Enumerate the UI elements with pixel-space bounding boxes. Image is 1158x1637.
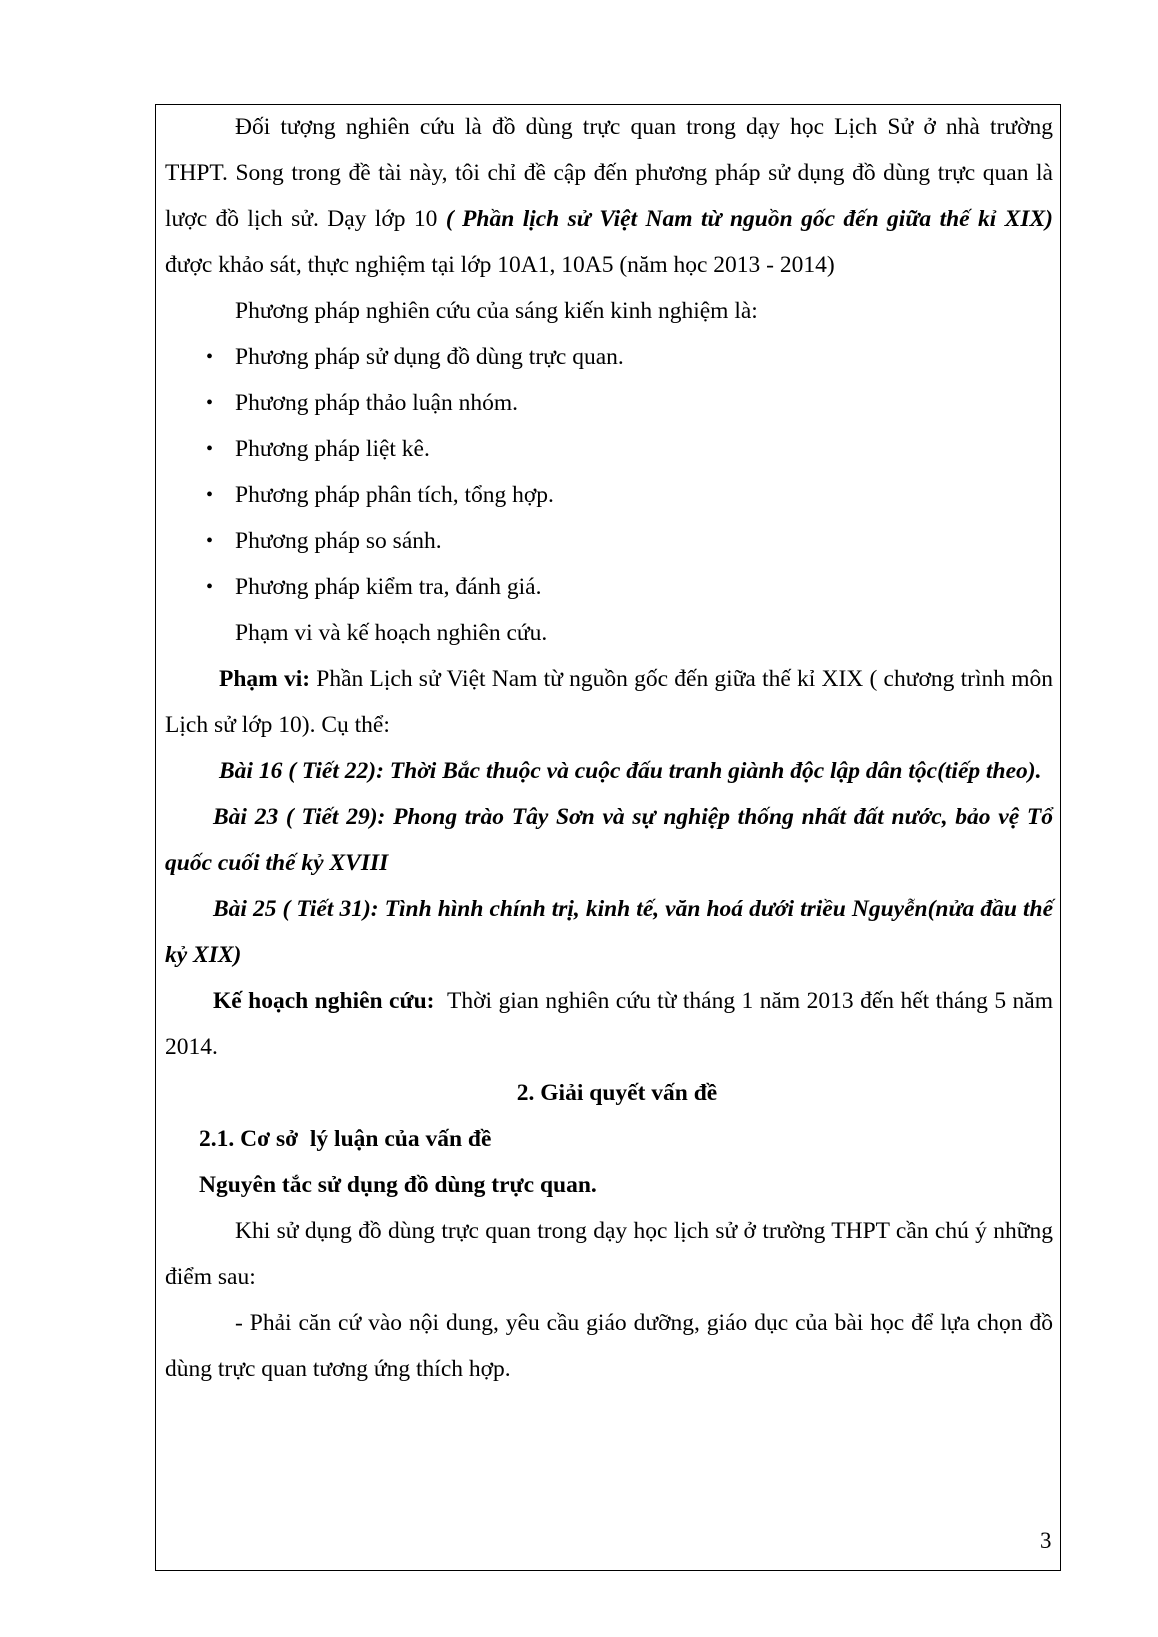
bullet-icon: • bbox=[206, 576, 214, 598]
list-item: • Phương pháp phân tích, tổng hợp. bbox=[165, 472, 1053, 518]
bullet-icon: • bbox=[206, 346, 214, 368]
list-item: • Phương pháp kiểm tra, đánh giá. bbox=[165, 564, 1053, 610]
bullet-icon: • bbox=[206, 392, 214, 414]
plan-text: Thời gian nghiên cứu từ tháng 1 năm 2013 đến hết tháng 5 năm 2014. bbox=[165, 988, 1059, 1060]
lesson-23: Bài 23 ( Tiết 29): Phong trào Tây Sơn và sự nghiệp thống nhất đất nước, bảo vệ Tổ quốc cuối thế kỷ XVIII bbox=[165, 804, 1053, 876]
plan-paragraph bbox=[165, 978, 1059, 1070]
page-content bbox=[165, 104, 1059, 1392]
scope-text: Phần Lịch sử Việt Nam từ nguồn gốc đến giữa thế kỉ XIX ( chương trình môn Lịch sử lớp 10). Cụ thể: bbox=[165, 666, 1053, 738]
list-item: • Phương pháp liệt kê. bbox=[165, 426, 1053, 472]
methods-list bbox=[165, 334, 1053, 610]
intro-paragraph bbox=[165, 104, 1053, 288]
section-paragraph-2: - Phải căn cứ vào nội dung, yêu cầu giáo dưỡng, giáo dục của bài học để lựa chọn đồ dùng trực quan tương ứng thích hợp. bbox=[165, 1310, 1053, 1382]
principle-heading: Nguyên tắc sử dụng đồ dùng trực quan. bbox=[199, 1172, 597, 1198]
subsection-title: 2.1. Cơ sở lý luận của vấn đề bbox=[199, 1126, 492, 1152]
bullet-icon: • bbox=[206, 484, 214, 506]
list-item: • Phương pháp so sánh. bbox=[165, 518, 1053, 564]
page-number: 3 bbox=[1040, 1528, 1052, 1553]
section-paragraph: Khi sử dụng đồ dùng trực quan trong dạy học lịch sử ở trường THPT cần chú ý những điểm sau: bbox=[165, 1218, 1053, 1290]
bullet-icon: • bbox=[206, 438, 214, 460]
scope-label: Phạm vi: bbox=[219, 666, 311, 692]
plan-label: Kế hoạch nghiên cứu: bbox=[213, 988, 435, 1014]
intro-text-c: được khảo sát, thực nghiệm tại lớp 10A1, 10A5 (năm học 2013 - 2014) bbox=[165, 252, 835, 278]
scope-heading: Phạm vi và kế hoạch nghiên cứu. bbox=[235, 620, 548, 646]
methods-intro: Phương pháp nghiên cứu của sáng kiến kinh nghiệm là: bbox=[235, 298, 758, 324]
lesson-16: Bài 16 ( Tiết 22): Thời Bắc thuộc và cuộc đấu tranh giành độc lập dân tộc(tiếp theo). bbox=[219, 758, 1042, 784]
intro-text-a: Đối tượng nghiên cứu là đồ dùng trực quan trong dạy học Lịch Sử ở nhà trường THPT. Song trong đề tài này, tôi chỉ đề cập đến phương pháp sử dụng đồ dùng trực quan là lược đồ lịch sử. Dạy lớp 10 bbox=[165, 114, 1053, 232]
lesson-25: Bài 25 ( Tiết 31): Tình hình chính trị, kinh tế, văn hoá dưới triều Nguyễn(nửa đầu thế kỷ XIX) bbox=[165, 896, 1053, 968]
scope-paragraph bbox=[165, 656, 1053, 748]
section-title: 2. Giải quyết vấn đề bbox=[516, 1080, 718, 1106]
intro-text-italic: ( Phần lịch sử Việt Nam từ nguồn gốc đến giữa thế kỉ XIX) bbox=[445, 206, 1054, 232]
list-item: • Phương pháp sử dụng đồ dùng trực quan. bbox=[165, 334, 1053, 380]
bullet-icon: • bbox=[206, 530, 214, 552]
list-item: • Phương pháp thảo luận nhóm. bbox=[165, 380, 1053, 426]
